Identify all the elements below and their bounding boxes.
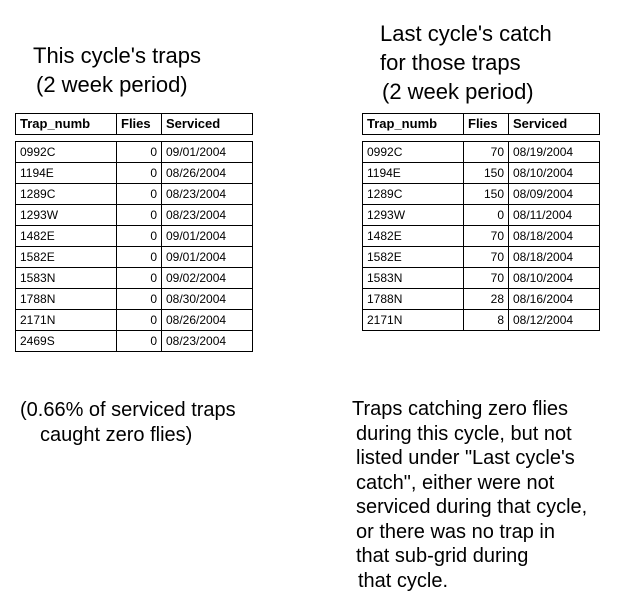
- table-row: [363, 247, 600, 268]
- right-note-line: listed under "Last cycle's: [356, 447, 575, 469]
- table-row: [363, 310, 600, 331]
- right-note-line: or there was no trap in: [356, 520, 555, 543]
- cell-trap: 1582E: [16, 247, 117, 268]
- left-title: [33, 41, 201, 99]
- current-cycle-table: [15, 113, 253, 352]
- left-title-line: This cycle's traps: [33, 43, 202, 68]
- cell-trap: 1788N: [363, 289, 464, 310]
- cell-flies: 0: [117, 310, 162, 331]
- header-serviced: Serviced: [162, 114, 253, 135]
- table-row: [16, 226, 253, 247]
- cell-trap: 1194E: [16, 163, 117, 184]
- cell-trap: 1583N: [16, 268, 117, 289]
- left-note-line: (0.66% of serviced traps: [20, 399, 236, 421]
- table-header-row: [16, 114, 253, 135]
- right-note-line: Traps catching zero flies: [352, 398, 569, 420]
- right-note-line: that cycle.: [358, 569, 449, 592]
- cell-serviced: 08/23/2004: [162, 331, 253, 352]
- header-flies: Flies: [464, 114, 509, 135]
- cell-trap: 1293W: [363, 205, 464, 226]
- cell-serviced: 08/12/2004: [509, 310, 600, 331]
- left-note-line: caught zero flies): [40, 423, 193, 446]
- left-note: [20, 398, 236, 447]
- right-title-line: (2 week period): [382, 79, 534, 104]
- cell-trap: 1194E: [363, 163, 464, 184]
- cell-flies: 70: [464, 226, 509, 247]
- table-row: [16, 184, 253, 205]
- cell-serviced: 09/01/2004: [162, 226, 253, 247]
- cell-trap: 1289C: [16, 184, 117, 205]
- cell-trap: 0992C: [363, 142, 464, 163]
- table-row: [16, 205, 253, 226]
- cell-serviced: 08/23/2004: [162, 205, 253, 226]
- cell-flies: 0: [117, 226, 162, 247]
- table-row: [16, 268, 253, 289]
- cell-flies: 28: [464, 289, 509, 310]
- cell-trap: 1482E: [363, 226, 464, 247]
- cell-serviced: 08/19/2004: [509, 142, 600, 163]
- table-row: [363, 289, 600, 310]
- cell-flies: 0: [117, 184, 162, 205]
- last-cycle-table: [362, 113, 600, 331]
- table-row: [363, 142, 600, 163]
- right-title: [380, 19, 552, 106]
- cell-serviced: 08/10/2004: [509, 163, 600, 184]
- table-row: [16, 247, 253, 268]
- right-note-line: during this cycle, but not: [356, 422, 572, 445]
- cell-serviced: 08/11/2004: [509, 205, 600, 226]
- cell-serviced: 09/01/2004: [162, 142, 253, 163]
- cell-trap: 0992C: [16, 142, 117, 163]
- header-trap-numb: Trap_numb: [16, 114, 117, 135]
- cell-flies: 0: [117, 142, 162, 163]
- cell-serviced: 08/18/2004: [509, 226, 600, 247]
- cell-flies: 70: [464, 142, 509, 163]
- cell-trap: 1293W: [16, 205, 117, 226]
- table-row: [16, 289, 253, 310]
- cell-flies: 150: [464, 163, 509, 184]
- cell-flies: 0: [117, 163, 162, 184]
- right-title-line: Last cycle's catch: [380, 21, 552, 46]
- cell-flies: 0: [464, 205, 509, 226]
- cell-serviced: 08/16/2004: [509, 289, 600, 310]
- cell-serviced: 08/10/2004: [509, 268, 600, 289]
- cell-flies: 0: [117, 205, 162, 226]
- header-flies: Flies: [117, 114, 162, 135]
- cell-flies: 70: [464, 268, 509, 289]
- table-row: [363, 205, 600, 226]
- cell-flies: 0: [117, 289, 162, 310]
- cell-trap: 1289C: [363, 184, 464, 205]
- cell-flies: 0: [117, 331, 162, 352]
- cell-trap: 2469S: [16, 331, 117, 352]
- cell-flies: 0: [117, 268, 162, 289]
- right-note-line: that sub-grid during: [356, 545, 529, 567]
- cell-trap: 1788N: [16, 289, 117, 310]
- cell-trap: 1583N: [363, 268, 464, 289]
- table-row: [363, 163, 600, 184]
- table-row: [16, 331, 253, 352]
- right-title-line: for those traps: [380, 50, 521, 75]
- cell-serviced: 08/26/2004: [162, 163, 253, 184]
- cell-trap: 1582E: [363, 247, 464, 268]
- cell-flies: 70: [464, 247, 509, 268]
- cell-serviced: 08/26/2004: [162, 310, 253, 331]
- table-row: [363, 226, 600, 247]
- table-header-row: [363, 114, 600, 135]
- right-note-line: catch", either were not: [356, 471, 555, 494]
- cell-serviced: 08/18/2004: [509, 247, 600, 268]
- table-row: [16, 163, 253, 184]
- cell-serviced: 09/01/2004: [162, 247, 253, 268]
- cell-serviced: 08/30/2004: [162, 289, 253, 310]
- cell-trap: 2171N: [16, 310, 117, 331]
- cell-trap: 2171N: [363, 310, 464, 331]
- table-row: [16, 142, 253, 163]
- cell-serviced: 08/23/2004: [162, 184, 253, 205]
- cell-trap: 1482E: [16, 226, 117, 247]
- table-row: [16, 310, 253, 331]
- cell-flies: 8: [464, 310, 509, 331]
- cell-serviced: 09/02/2004: [162, 268, 253, 289]
- cell-flies: 150: [464, 184, 509, 205]
- table-row: [363, 268, 600, 289]
- header-serviced: Serviced: [509, 114, 600, 135]
- right-note: [352, 397, 587, 593]
- table-row: [363, 184, 600, 205]
- header-trap-numb: Trap_numb: [363, 114, 464, 135]
- cell-serviced: 08/09/2004: [509, 184, 600, 205]
- right-note-line: serviced during that cycle,: [356, 496, 588, 518]
- cell-flies: 0: [117, 247, 162, 268]
- left-title-line: (2 week period): [36, 72, 188, 97]
